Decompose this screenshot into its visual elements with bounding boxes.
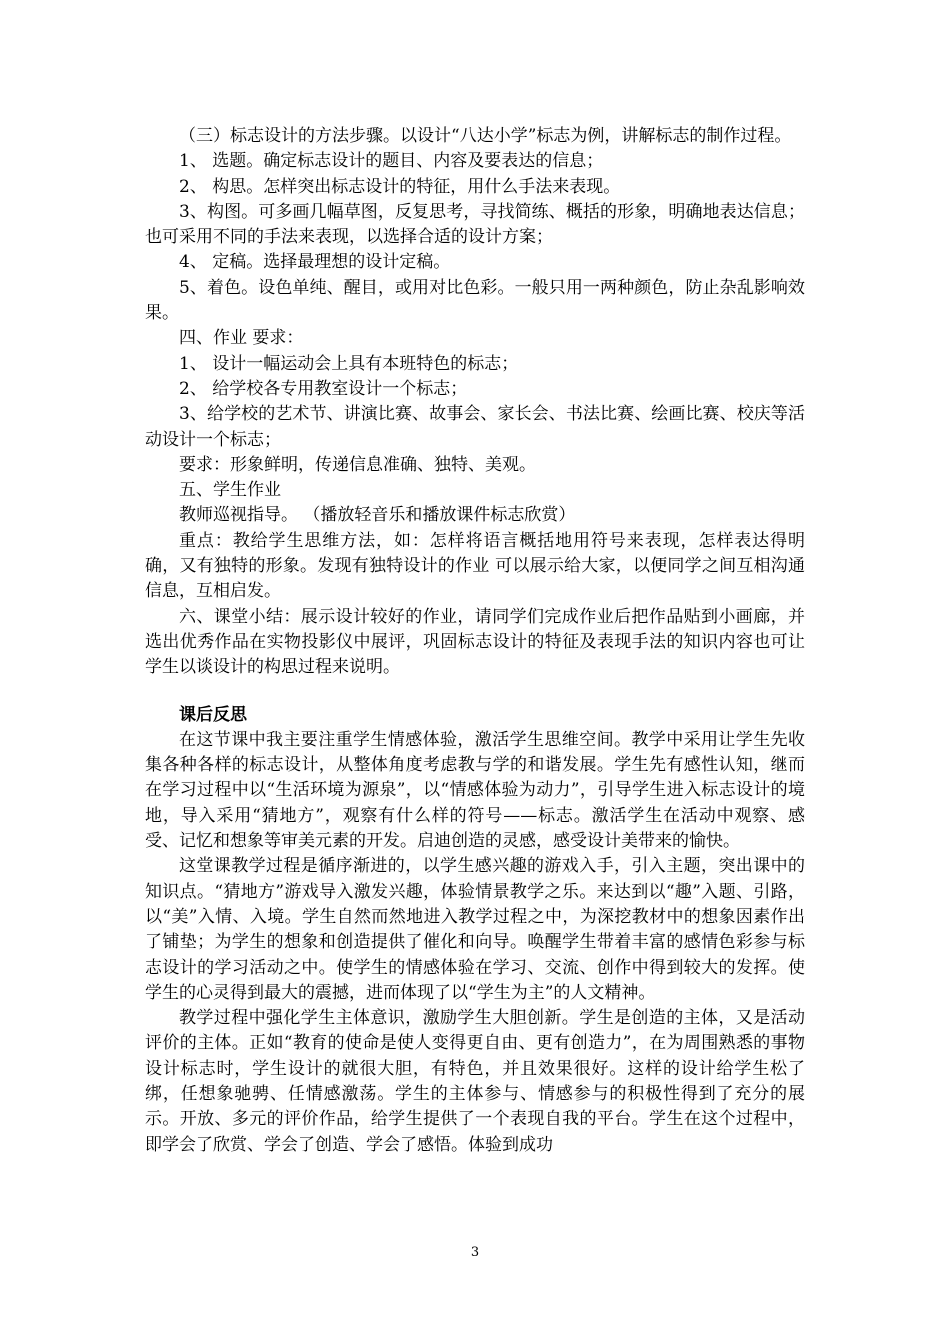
paragraph: 在这节课中我主要注重学生情感体验，激活学生思维空间。教学中采用让学生先收集各种各样的标志设计，从整体角度考虑教与学的和谐发展。学生先有感性认知，继而在学习过程中以“生活环境为源泉”，以“情感体验为动力”，引导学生进入标志设计的境地，导入采用“猜地方”，观察有什么样的符号——标志。激活学生在活动中观察、感受、记忆和想象等审美元素的开发。启迪创造的灵感，感受设计美带来的愉快。 xyxy=(145,729,805,852)
paragraph: 1、 选题。确定标志设计的题目、内容及要表达的信息； xyxy=(179,151,604,172)
lesson-steps-section xyxy=(145,124,805,681)
page-number: 3 xyxy=(470,1245,480,1260)
paragraph: 教学过程中强化学生主体意识，激励学生大胆创新。学生是创造的主体，又是活动评价的主体。正如“教育的使命是使人变得更自由、更有创造力”，在为周围熟悉的事物设计标志时，学生设计的就很大胆，有特色，并且效果很好。这样的设计给学生松了绑，任想象驰骋、任情感激荡。学生的主体参与、情感参与的积极性得到了充分的展示。开放、多元的评价作品，给学生提供了一个表现自我的平台。学生在这个过程中，即学会了欣赏、学会了创造、学会了感悟。体验到成功 xyxy=(145,1008,805,1155)
paragraph: 4、 定稿。选择最理想的设计定稿。 xyxy=(179,252,451,273)
reflection-section xyxy=(145,728,805,1158)
paragraph: 2、 给学校各专用教室设计一个标志； xyxy=(179,378,468,399)
paragraph: 3、构图。可多画几幅草图，反复思考，寻找简练、概括的形象，明确地表达信息；也可采用不同的手法来表现，以选择合适的设计方案； xyxy=(145,201,805,248)
paragraph: 六、课堂小结：展示设计较好的作业，请同学们完成作业后把作品贴到小画廊，并选出优秀作品在实物投影仪中展评，巩固标志设计的特征及表现手法的知识内容也可让学生以谈设计的构思过程来说明。 xyxy=(145,606,805,678)
section-gap xyxy=(145,681,805,703)
page-content xyxy=(145,124,805,1158)
paragraph: 要求：形象鲜明，传递信息准确、独特、美观。 xyxy=(179,454,536,475)
paragraph: 5、着色。设色单纯、醒目，或用对比色彩。一般只用一两种颜色，防止杂乱影响效果。 xyxy=(145,277,805,324)
paragraph: （三）标志设计的方法步骤。以设计“八达小学”标志为例，讲解标志的制作过程。 xyxy=(179,126,792,146)
paragraph: 1、 设计一幅运动会上具有本班特色的标志； xyxy=(179,353,519,374)
paragraph: 教师巡视指导。 （播放轻音乐和播放课件标志欣赏） xyxy=(179,505,576,526)
paragraph: 五、学生作业 xyxy=(179,480,281,501)
paragraph: 重点：教给学生思维方法，如：怎样将语言概括地用符号来表现，怎样表达得明确，又有独特的形象。发现有独特设计的作业 可以展示给大家，以便同学之间互相沟通信息，互相启发。 xyxy=(145,530,805,602)
paragraph: 2、 构思。怎样突出标志设计的特征，用什么手法来表现。 xyxy=(179,176,621,197)
paragraph: 这堂课教学过程是循序渐进的，以学生感兴趣的游戏入手，引入主题，突出课中的知识点。“猜地方”游戏导入激发兴趣，体验情景教学之乐。来达到以“趣”入题、引路，以“美”入情、入境。学生自然而然地进入教学过程之中，为深挖教材中的想象因素作出了铺垫；为学生的想象和创造提供了催化和向导。唤醒学生带着丰富的感情色彩参与标志设计的学习活动之中。使学生的情感体验在学习、交流、创作中得到较大的发挥。使学生的心灵得到最大的震撼，进而体现了以“学生为主”的人文精神。 xyxy=(145,856,805,1003)
paragraph: 四、作业 要求： xyxy=(179,328,304,349)
section-heading: 课后反思 xyxy=(179,704,247,725)
paragraph: 3、给学校的艺术节、讲演比赛、故事会、家长会、书法比赛、绘画比赛、校庆等活动设计一个标志； xyxy=(145,404,805,450)
